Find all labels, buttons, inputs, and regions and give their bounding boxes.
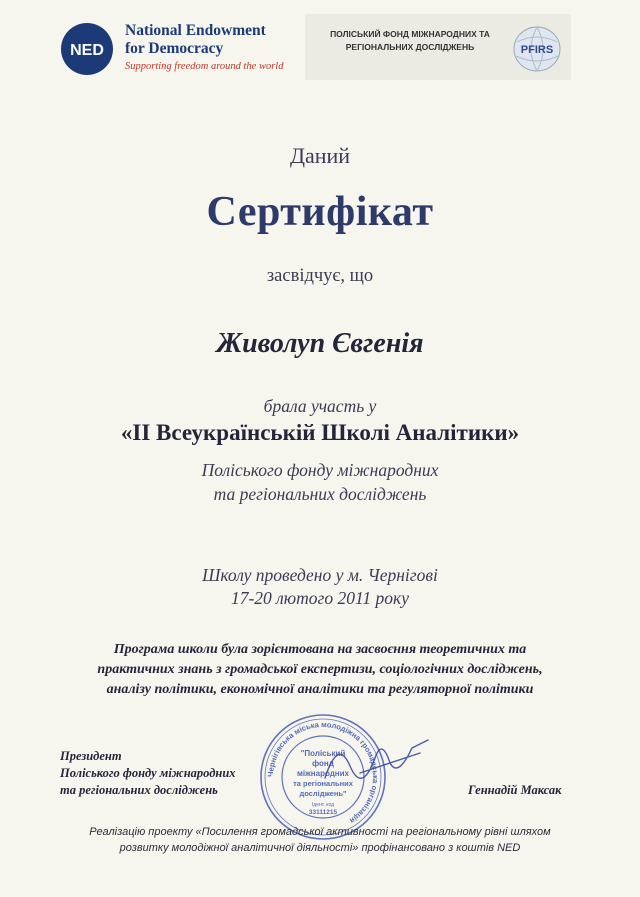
signature-scribble	[320, 718, 430, 798]
ned-logo-abbr: NED	[70, 42, 104, 59]
stamp-center-line5: досліджень"	[299, 789, 347, 798]
signer-name: Геннадій Максак	[468, 783, 562, 797]
ned-title-line1: National Endowment	[125, 22, 266, 39]
organizer-line1: Поліського фонду міжнародних	[201, 460, 439, 480]
recipient-name: Живолуп Євгенія	[216, 328, 424, 359]
event-dates: 17-20 лютого 2011 року	[230, 588, 410, 608]
stamp-center-line1: "Поліський	[300, 749, 346, 758]
stamp-center-line4: та регіональних	[293, 779, 353, 788]
funding-note-line2: розвитку молодіжної аналітичної діяльності» профінансовано з коштів NED	[119, 842, 521, 854]
certifies-text: засвідчує, що	[266, 266, 374, 286]
president-role-line2: Поліського фонду міжнародних	[60, 766, 236, 780]
stamp-code: 33111215	[308, 809, 338, 816]
stamp-center-line3: міжнародних	[296, 769, 350, 778]
ned-title-line2: for Democracy	[125, 40, 224, 57]
pfirs-globe-logo	[511, 24, 563, 74]
event-place: Школу проведено у м. Чернігові	[202, 565, 438, 585]
pfirs-name-line2: РЕГІОНАЛЬНИХ ДОСЛІДЖЕНЬ	[345, 42, 475, 52]
stamp-code-label: Ідент. код	[311, 802, 335, 808]
president-role-line1: Президент	[60, 749, 122, 763]
pfirs-name	[315, 28, 505, 54]
school-name: «ІІ Всеукраїнській Школі Аналітики»	[120, 420, 520, 445]
participated-text: брала участь у	[263, 396, 377, 416]
ned-branding	[125, 22, 283, 72]
stamp-ring-text: Чернігівська міська молодіжна громадська організація	[265, 719, 381, 826]
pfirs-logo-abbr: PFIRS	[520, 44, 554, 56]
program-description-line3: аналізу політики, економічної аналітики та регуляторної політики	[106, 682, 534, 697]
funding-note-line1: Реалізацію проекту «Посилення громадської активності на регіональному рівні шляхом	[89, 826, 551, 838]
certificate-subtitle: Даний	[289, 143, 351, 168]
stamp-center-line2: фонд	[312, 759, 334, 768]
pfirs-name-line1: ПОЛІСЬКИЙ ФОНД МІЖНАРОДНИХ ТА	[330, 29, 490, 39]
ned-logo	[60, 22, 114, 76]
program-description-line1: Програма школи була зорієнтована на засвоєння теоретичних та	[113, 642, 527, 657]
program-description-line2: практичних знань з громадської експертизи, соціологічних досліджень,	[97, 662, 543, 677]
organizer-line2: та регіональних досліджень	[213, 484, 427, 504]
ned-tagline: Supporting freedom around the world	[125, 61, 284, 72]
pfirs-branding	[305, 14, 571, 80]
certificate-title: Сертифікат	[206, 189, 434, 235]
president-role-line3: та регіональних досліджень	[60, 783, 218, 797]
